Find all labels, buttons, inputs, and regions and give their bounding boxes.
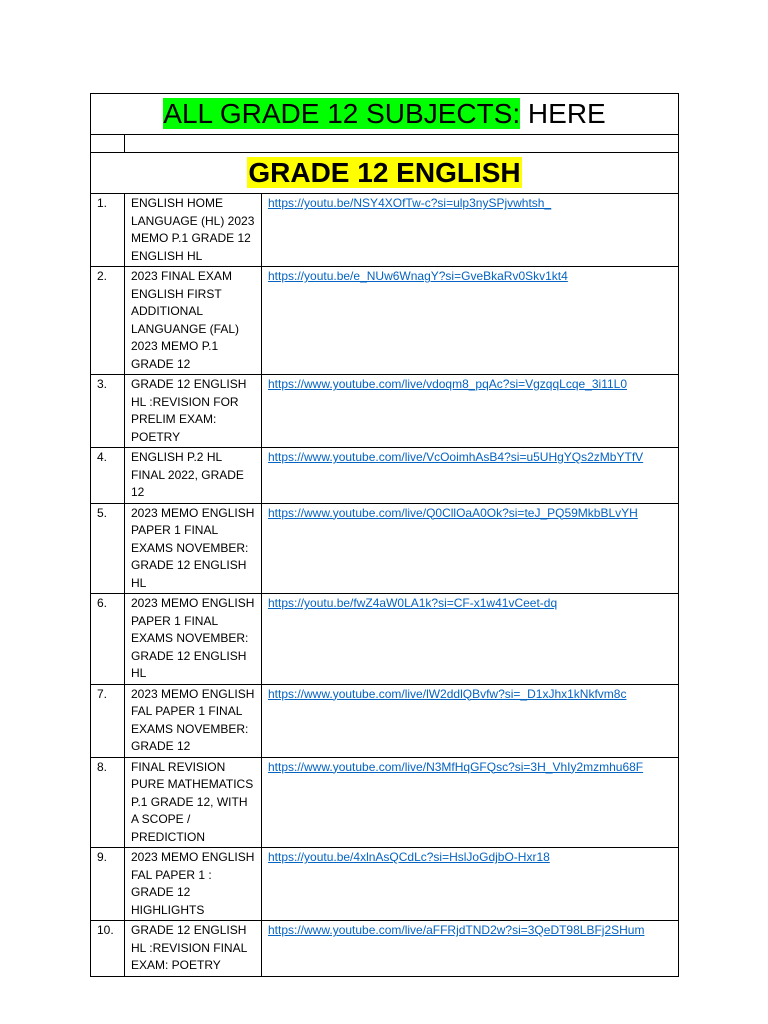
row-number: 8. [91, 757, 125, 848]
link-cell [262, 503, 679, 594]
link-cell [262, 757, 679, 848]
table-row [91, 267, 679, 375]
row-number: 2. [91, 267, 125, 375]
header-row [91, 94, 679, 135]
table-row [91, 194, 679, 267]
video-link[interactable]: https://youtu.be/e_NUw6WnagY?si=GveBkaRv0Skv1kt4 [268, 269, 568, 283]
spacer-cell [91, 135, 125, 153]
table-row [91, 448, 679, 504]
spacer-row [91, 135, 679, 153]
video-link[interactable]: https://www.youtube.com/live/aFFRjdTND2w?si=3QeDT98LBFj2SHum [268, 923, 645, 937]
table-row [91, 684, 679, 757]
video-link[interactable]: https://youtu.be/NSY4XOfTw-c?si=ulp3nySPjvwhtsh_ [268, 196, 552, 210]
video-link[interactable]: https://www.youtube.com/live/Q0CllOaA0Ok?si=teJ_PQ59MkbBLvYH [268, 505, 638, 520]
video-title: FINAL REVISION PURE MATHEMATICS P.1 GRADE 12, WITH A SCOPE / PREDICTION [125, 757, 262, 848]
page-title-highlighted: ALL GRADE 12 SUBJECTS: [163, 98, 521, 129]
link-cell [262, 448, 679, 504]
table-row [91, 921, 679, 977]
video-title: GRADE 12 ENGLISH HL :REVISION FOR PRELIM EXAM: POETRY [125, 375, 262, 448]
spacer-cell [125, 135, 679, 153]
video-title: ENGLISH P.2 HL FINAL 2022, GRADE 12 [125, 448, 262, 504]
video-title: GRADE 12 ENGLISH HL :REVISION FINAL EXAM: POETRY [125, 921, 262, 977]
document-page [90, 93, 678, 977]
row-number: 6. [91, 594, 125, 685]
video-title: 2023 MEMO ENGLISH PAPER 1 FINAL EXAMS NOVEMBER: GRADE 12 ENGLISH HL [125, 594, 262, 685]
link-cell [262, 684, 679, 757]
table-row [91, 848, 679, 921]
video-title: 2023 FINAL EXAM ENGLISH FIRST ADDITIONAL LANGUANGE (FAL) 2023 MEMO P.1 GRADE 12 [125, 267, 262, 375]
links-table-body [91, 94, 679, 977]
link-cell [262, 594, 679, 685]
row-number: 3. [91, 375, 125, 448]
page-title-rest: HERE [520, 98, 606, 129]
section-heading-row [91, 153, 679, 194]
table-row [91, 757, 679, 848]
video-title: 2023 MEMO ENGLISH FAL PAPER 1 : GRADE 12 HIGHLIGHTS [125, 848, 262, 921]
row-number: 10. [91, 921, 125, 977]
header-cell [91, 94, 679, 135]
section-heading-cell [91, 153, 679, 194]
video-title: 2023 MEMO ENGLISH FAL PAPER 1 FINAL EXAMS NOVEMBER: GRADE 12 [125, 684, 262, 757]
links-table [90, 93, 679, 977]
table-row [91, 503, 679, 594]
table-row [91, 594, 679, 685]
video-title: ENGLISH HOME LANGUAGE (HL) 2023 MEMO P.1 GRADE 12 ENGLISH HL [125, 194, 262, 267]
link-cell [262, 194, 679, 267]
row-number: 9. [91, 848, 125, 921]
link-cell [262, 921, 679, 977]
link-cell [262, 375, 679, 448]
video-link[interactable]: https://www.youtube.com/live/VcOoimhAsB4?si=u5UHgYQs2zMbYTfV [268, 450, 644, 464]
video-link[interactable]: https://youtu.be/fwZ4aW0LA1k?si=CF-x1w41vCeet-dq [268, 596, 558, 610]
row-number: 5. [91, 503, 125, 594]
page-title [163, 98, 605, 129]
link-cell [262, 848, 679, 921]
table-row [91, 375, 679, 448]
video-link[interactable]: https://www.youtube.com/live/vdoqm8_pqAc?si=VgzqqLcqe_3i11L0 [268, 377, 627, 391]
video-link[interactable]: https://www.youtube.com/live/N3MfHqGFQsc?si=3H_VhIy2mzmhu68F [268, 759, 644, 774]
row-number: 1. [91, 194, 125, 267]
video-link[interactable]: https://www.youtube.com/live/lW2ddlQBvfw?si=_D1xJhx1kNkfvm8c [268, 686, 627, 701]
row-number: 4. [91, 448, 125, 504]
video-link[interactable]: https://youtu.be/4xlnAsQCdLc?si=HslJoGdjbO-Hxr18 [268, 850, 550, 864]
video-title: 2023 MEMO ENGLISH PAPER 1 FINAL EXAMS NOVEMBER: GRADE 12 ENGLISH HL [125, 503, 262, 594]
section-heading: GRADE 12 ENGLISH [248, 157, 521, 188]
row-number: 7. [91, 684, 125, 757]
link-cell [262, 267, 679, 375]
